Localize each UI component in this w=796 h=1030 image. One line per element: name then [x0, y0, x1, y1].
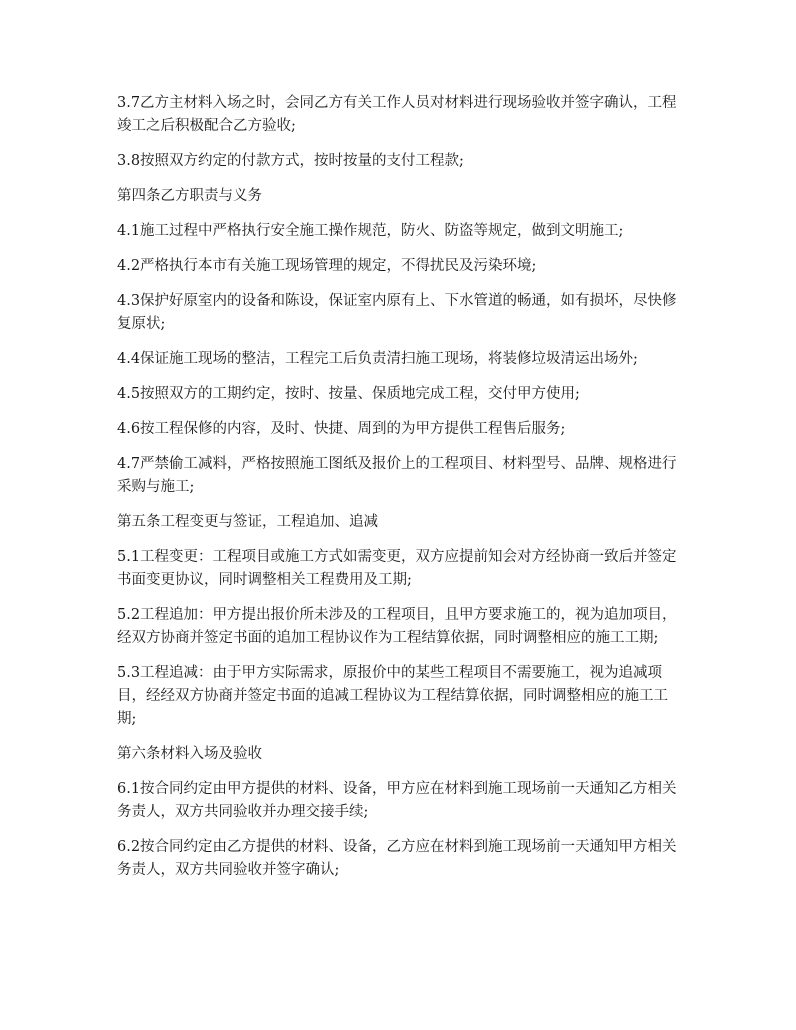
- clause-4-7: 4.7严禁偷工减料，严格按照施工图纸及报价上的工程项目、材料型号、品牌、规格进行采购与施工;: [117, 456, 677, 495]
- clause-4-4: 4.4保证施工现场的整洁，工程完工后负责清扫施工现场，将装修垃圾清运出场外;: [117, 351, 638, 367]
- clause-5-2: 5.2工程追加：甲方提出报价所未涉及的工程项目，且甲方要求施工的，视为追加项目，经双方协商并签定书面的追加工程协议作为工程结算依据，同时调整相应的施工工期;: [117, 607, 677, 646]
- section-heading-5: 第五条工程变更与签证，工程追加、追减: [117, 514, 378, 530]
- document-body: [117, 92, 687, 894]
- section-heading-4: 第四条乙方职责与义务: [117, 188, 262, 204]
- clause-4-6: 4.6按工程保修的内容，及时、快捷、周到的为甲方提供工程售后服务;: [117, 421, 566, 437]
- clause-5-1: 5.1工程变更：工程项目或施工方式如需变更，双方应提前知会对方经协商一致后并签定书面变更协议，同时调整相关工程费用及工期;: [117, 549, 677, 588]
- clause-4-5: 4.5按照双方的工期约定，按时、按量、保质地完成工程，交付甲方使用;: [117, 386, 580, 402]
- section-heading-6: 第六条材料入场及验收: [117, 746, 262, 762]
- clause-4-3: 4.3保护好原室内的设备和陈设，保证室内原有上、下水管道的畅通，如有损坏，尽快修复原状;: [117, 293, 677, 332]
- clause-5-3: 5.3工程追减：由于甲方实际需求，原报价中的某些工程项目不需要施工，视为追减项目，经经双方协商并签定书面的追减工程协议为工程结算依据，同时调整相应的施工工期;: [117, 665, 668, 727]
- clause-6-1: 6.1按合同约定由甲方提供的材料、设备，甲方应在材料到施工现场前一天通知乙方相关务责人，双方共同验收并办理交接手续;: [117, 781, 677, 820]
- clause-4-1: 4.1施工过程中严格执行安全施工操作规范，防火、防盗等规定，做到文明施工;: [117, 223, 624, 239]
- clause-4-2: 4.2严格执行本市有关施工现场管理的规定，不得扰民及污染环境;: [117, 258, 537, 274]
- clause-6-2: 6.2按合同约定由乙方提供的材料、设备，乙方应在材料到施工现场前一天通知甲方相关务责人，双方共同验收并签字确认;: [117, 839, 677, 878]
- clause-3-8: 3.8按照双方约定的付款方式，按时按量的支付工程款;: [117, 153, 464, 169]
- clause-3-7: 3.7乙方主材料入场之时，会同乙方有关工作人员对材料进行现场验收并签字确认，工程竣工之后积极配合乙方验收;: [117, 95, 677, 134]
